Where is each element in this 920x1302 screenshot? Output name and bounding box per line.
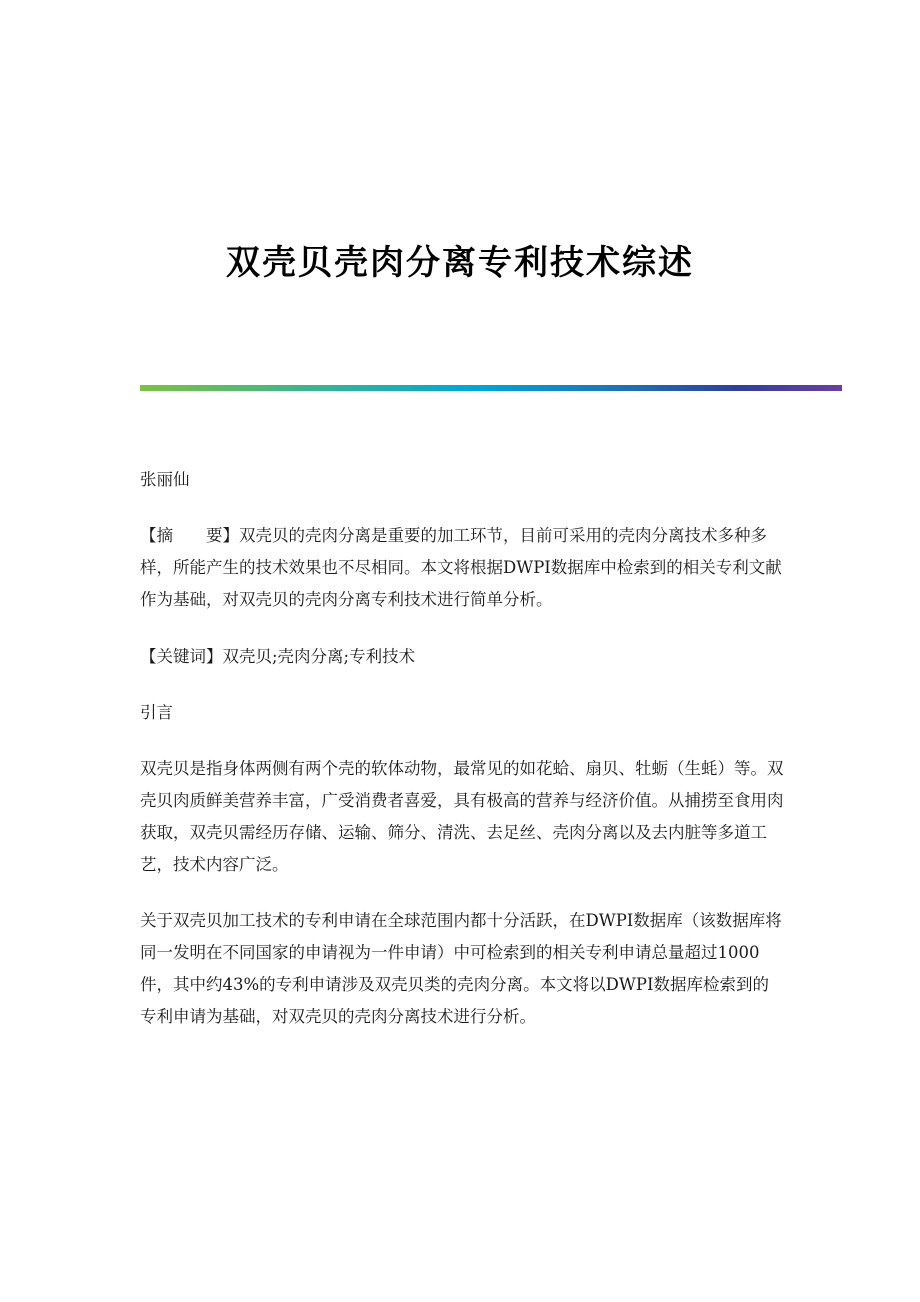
keywords-label: 【关键词】 — [140, 647, 223, 666]
document-body — [140, 464, 785, 1033]
body-paragraph-1: 双壳贝是指身体两侧有两个壳的软体动物，最常见的如花蛤、扇贝、牡蛎（生蚝）等。双壳贝肉质鲜美营养丰富，广受消费者喜爱，具有极高的营养与经济价值。从捕捞至食用肉获取，双壳贝需经历存储、运输、筛分、清洗、去足丝、壳肉分离以及去内脏等多道工艺，技术内容广泛。 — [140, 759, 784, 874]
body-paragraph-2: 关于双壳贝加工技术的专利申请在全球范围内都十分活跃，在DWPI数据库（该数据库将同一发明在不同国家的申请视为一件申请）中可检索到的相关专利申请总量超过1000件，其中约43%的专利申请涉及双壳贝类的壳肉分离。本文将以DWPI数据库检索到的专利申请为基础，对双壳贝的壳肉分离技术进行分析。 — [140, 911, 782, 1026]
abstract-text: 双壳贝的壳肉分离是重要的加工环节，目前可采用的壳肉分离技术多种多样，所能产生的技术效果也不尽相同。本文将根据DWPI数据库中检索到的相关专利文献作为基础，对双壳贝的壳肉分离专利技术进行简单分析。 — [140, 526, 782, 609]
keywords-paragraph — [140, 641, 785, 673]
document-title: 双壳贝壳肉分离专利技术综述 — [226, 242, 694, 283]
abstract-label: 【摘 要】 — [140, 526, 239, 545]
keywords-text: 双壳贝;壳肉分离;专利技术 — [222, 647, 416, 666]
section-heading-intro: 引言 — [140, 703, 173, 722]
abstract-paragraph — [140, 520, 785, 616]
title-divider — [140, 385, 842, 391]
author-name: 张丽仙 — [140, 470, 190, 489]
